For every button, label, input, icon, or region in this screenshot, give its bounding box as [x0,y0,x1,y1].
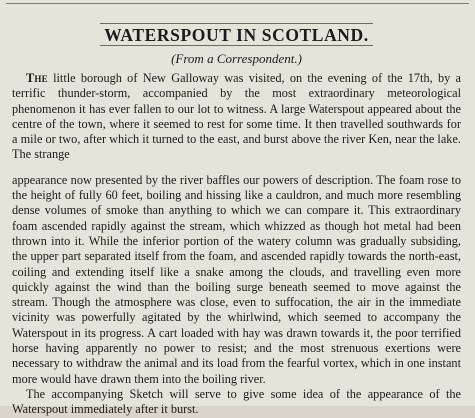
article-paragraph-1 [12,71,461,163]
paragraph-1-text: little borough of New Galloway was visited, on the evening of the 17th, by a terrific thunder-storm, accompanied by the most extraordinary meteorological phenomenon it has ever fallen to our lot to witness. A large Waterspout appeared about the centre of the town, where it seemed to rest for some time. It then travelled southwards for a mile or two, after which it turned to the east, and burst above the river Ken, near the lake. The strange [12,71,461,162]
article-paragraph-1-continued: appearance now presented by the river baffles our powers of description. The foam rose to the height of fully 60 feet, boiling and hissing like a cauldron, and much more resembling dense volumes of smoke than anything to which we can compare it. This extraordinary foam ascended rapidly against the stream, which whizzed as though hot metal had been thrown into it. While the inferior portion of the watery column was gradually subsiding, the upper part separated itself from the foam, and ascended rapidly towards the north-east, coiling and extending itself like a snake among the clouds, and travelling even more quickly against the wind than the boiling surge beneath seemed to move against the stream. Though the atmosphere was close, even to suffocation, the air in the immediate vicinity was powerfully agitated by the whirlwind, which seemed to accompany the Waterspout in its progress. A cart loaded with hay was drawn towards it, the poor terrified horse having apparently no power to resist; and the most strenuous exertions were necessary to withdraw the animal and its load from the fearful vortex, which in one instant more would have drawn them into the boiling river. [12,172,461,386]
headline-block [12,0,461,46]
article-byline: (From a Correspondent.) [171,51,302,66]
top-rule [6,3,469,4]
lead-word: The [26,71,48,85]
clipping-seam [12,163,461,173]
article-paragraph-2: The accompanying Sketch will serve to give some idea of the appearance of the Waterspout immediately after it burst. [12,386,461,417]
article-title: WATERSPOUT IN SCOTLAND. [100,23,373,46]
